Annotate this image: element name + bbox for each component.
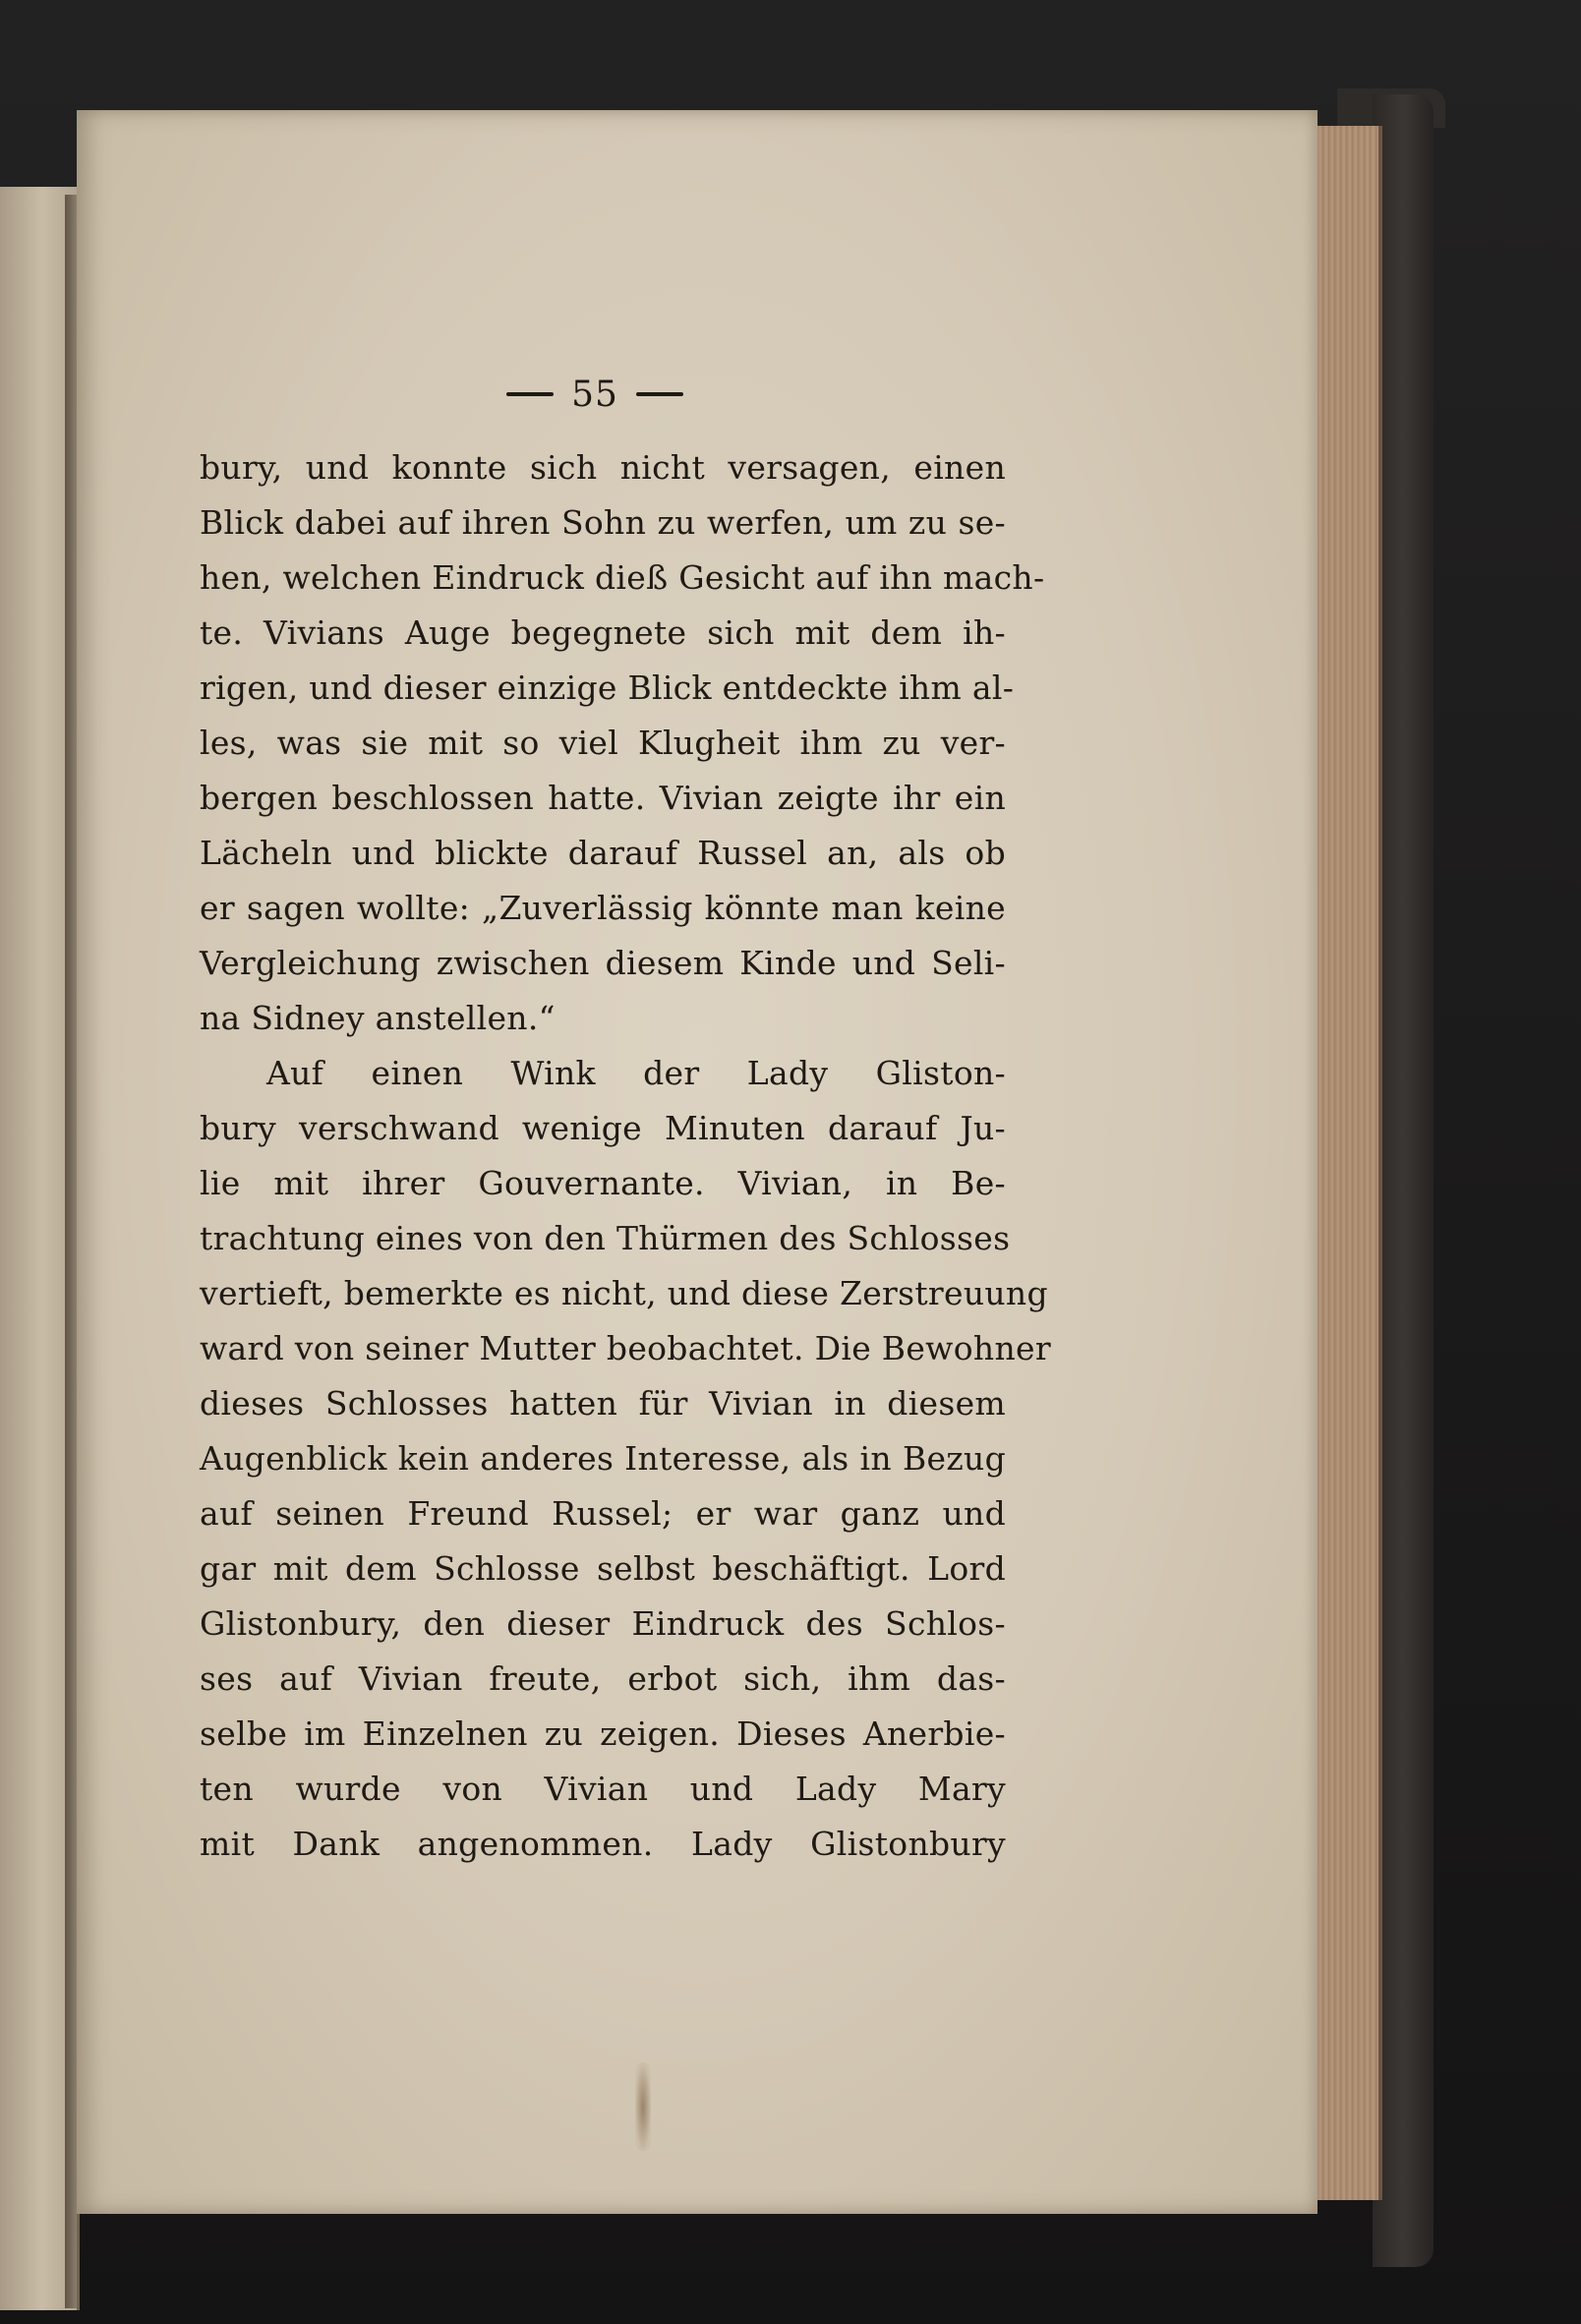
text-line: rigen, und dieser einzige Blick entdeckte ihm al- xyxy=(200,668,1015,707)
text-line: ward von seiner Mutter beobachtet. Die Bewohner xyxy=(200,1329,1051,1367)
text-line: bury, und konnte sich nicht versagen, einen xyxy=(200,448,1006,487)
text-line: er sagen wollte: „Zuverlässig könnte man keine xyxy=(200,889,1006,927)
text-line: te. Vivians Auge begegnete sich mit dem ih- xyxy=(200,613,1006,652)
gutter xyxy=(65,195,77,2308)
text-line: mit Dank angenommen. Lady Glistonbury xyxy=(200,1825,1006,1863)
text-line: hen, welchen Eindruck dieß Gesicht auf ihn mach- xyxy=(200,558,1045,597)
text-line: selbe im Einzelnen zu zeigen. Dieses Anerbie- xyxy=(200,1714,1006,1753)
header-dash-right xyxy=(636,392,683,396)
text-line: Glistonbury, den dieser Eindruck des Schlos- xyxy=(200,1604,1006,1643)
text-line: Blick dabei auf ihren Sohn zu werfen, um zu se- xyxy=(200,503,1006,542)
page-edges xyxy=(1318,126,1382,2200)
text-line: vertieft, bemerkte es nicht, und diese Zerstreuung xyxy=(200,1274,1048,1312)
page-number: 55 xyxy=(571,374,618,415)
body-text xyxy=(200,440,1051,1872)
text-line: auf seinen Freund Russel; er war ganz und xyxy=(200,1494,1006,1533)
text-line: gar mit dem Schlosse selbst beschäftigt. Lord xyxy=(200,1549,1006,1588)
header-dash-left xyxy=(506,392,554,396)
text-line: ses auf Vivian freute, erbot sich, ihm das- xyxy=(200,1659,1006,1698)
text-line: bergen beschlossen hatte. Vivian zeigte ihr ein xyxy=(200,779,1006,817)
text-line: Augenblick kein anderes Interesse, als in Bezug xyxy=(200,1439,1006,1478)
text-line: trachtung eines von den Thürmen des Schlosses xyxy=(200,1219,1011,1257)
paper-stain xyxy=(635,2063,651,2151)
text-line: ten wurde von Vivian und Lady Mary xyxy=(200,1770,1006,1808)
text-line: bury verschwand wenige Minuten darauf Ju- xyxy=(200,1109,1006,1147)
text-line: Auf einen Wink der Lady Gliston- xyxy=(266,1054,1006,1092)
text-line: Lächeln und blickte darauf Russel an, als ob xyxy=(200,834,1006,872)
text-line: Vergleichung zwischen diesem Kinde und Seli- xyxy=(200,944,1006,982)
text-line: na Sidney anstellen.“ xyxy=(200,999,556,1037)
text-line: dieses Schlosses hatten für Vivian in diesem xyxy=(200,1384,1006,1423)
text-line: les, was sie mit so viel Klugheit ihm zu ver- xyxy=(200,724,1006,762)
page-header xyxy=(487,367,703,422)
text-line: lie mit ihrer Gouvernante. Vivian, in Be- xyxy=(200,1164,1006,1202)
